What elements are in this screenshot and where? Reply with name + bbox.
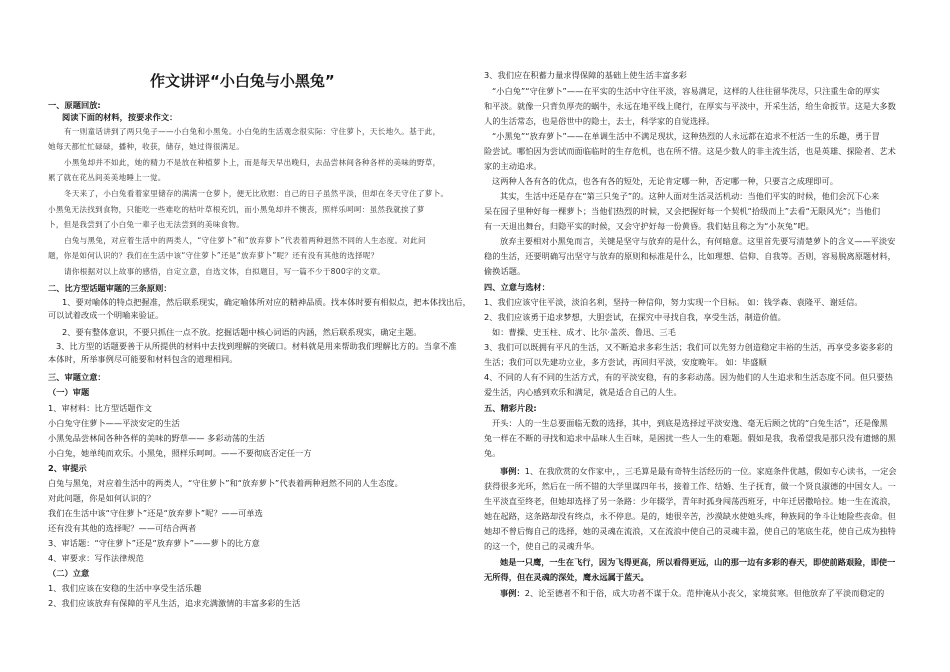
story-line: 小黑兔却并不如此，她的精力不是放在种植萝卜上，而是每天早出晚归，去品尝林间各种各样的美味的野草， — [64, 158, 441, 167]
selection-line: 2、我们应该勇于追求梦想，大胆尝试，在探究中寻找自我，享受生活，制造价值。 — [484, 312, 786, 322]
analysis-line: 呆在园子里种好每一棵萝卜；当他们热烈的时候，又会把握好每一个契机“拾级而上”去看“无限风光”；当他们 — [484, 206, 881, 216]
story-line: 题，你是如何认识的？我们在生活中该“守住萝卜”还是“放弃萝卜”呢？还有没有其他的选择呢？ — [48, 251, 379, 260]
idea-line: 2、我们应该放弃有保障的平凡生活，追求充满激情的丰富多彩的生活 — [48, 598, 301, 608]
analysis-line: 人的生活常态，也是俗世中的隐士，去士，科学家的自觉选择。 — [484, 116, 715, 126]
example-line: 生平淡直至终老，但她却选择了另一条路：少年辍学，青年时孤身闯荡西班牙，中年迁居撒哈拉。她一生在流浪， — [484, 496, 896, 506]
rule-line: 1、要对喻体的特点把握准，然后联系现实，确定喻体所对应的精神品质。找本体时要有相似点，把本体找出后， — [62, 297, 471, 307]
rule-line: 可以试着改成一个明喻来验证。 — [48, 310, 164, 320]
example-text: 2、论至德者不和于俗，成大功者不谋于众。范仲淹从小丧父，家境贫寒。但他放弃了平淡而稳定的 — [524, 588, 885, 598]
analysis-line: 偷换话题。 — [484, 266, 526, 276]
example-line: 的这一个，使自己的灵魂升华。 — [484, 541, 600, 551]
review-line: 白兔与黑兔，对应着生活中的两类人，“守住萝卜”和“放弃萝卜”代表着两种迥然不同的人生态度。 — [48, 478, 403, 488]
opening-line: 开头：人的一生总要面临无数的选择，其中，到底是选择过平淡安逸、毫无后顾之忧的“白兔生活”，还是像黑 — [492, 418, 888, 428]
example-line: 她在起路，这条路却没有终点，永不停息。是的，她很辛苦，沙漠缺水使她头疼，种族间的争斗让她险些丧命。但 — [484, 511, 896, 521]
review-item-1: 1、审材料：比方型话题作文 — [48, 403, 153, 413]
example-label: 事例： — [500, 588, 525, 598]
selection-line: 4、不同的人有不同的生活方式，有的平淡安稳，有的多彩动荡。因为他们的人生追求和生活态度不同。但只要热 — [484, 372, 893, 382]
quote-line: 她是一只鹰，一生在飞行，因为飞得更高，所以看得更远，山的那一边有多彩的春天，即使前路艰险，即使一 — [500, 557, 896, 567]
idea-line: 1、我们应该在安稳的生活中享受生活乐趣 — [48, 583, 202, 593]
selection-line: 爱生活，内心感到欢乐和满足，就是适合自己的人生。 — [484, 387, 682, 397]
review-line: 小白兔，她单纯而欢乐。小黑兔，照样乐呵呵。——不要彻底否定任一方 — [48, 448, 312, 458]
review-line: 我们在生活中该“守住萝卜”还是“放弃萝卜”呢？——可单选 — [48, 508, 263, 518]
story-line: 累了就在花丛间美美地睡上一觉。 — [48, 173, 166, 182]
section-heading-2: 二、比方型话题审题的三条原则： — [48, 283, 172, 293]
review-item-2: 2、审提示 — [48, 463, 87, 473]
subsection-heading: （二）立意 — [48, 568, 90, 578]
selection-line: 如：曹操、史玉柱、成才、比尔·盖茨、鲁迅、三毛 — [492, 327, 676, 337]
selection-line: 3、我们可以既拥有平凡的生活，又不断追求多彩生活；我们可以先努力创造稳定丰裕的生活，再享受多姿多彩的 — [484, 342, 893, 352]
example-label: 事例： — [500, 466, 525, 476]
section-heading-5: 五、精彩片段: — [484, 403, 537, 413]
review-line: 对此问题，你是如何认识的？ — [48, 493, 156, 503]
story-line: 冬天来了，小白兔看着家里储存的满满一仓萝卜，便无比欣慰：自己的日子虽然平淡，但却在冬天守住了萝卜。 — [64, 189, 449, 198]
story-line: 小黑兔无法找到食物，只能吃一些难吃的枯叶草根充饥，而小黑兔却并不懊丧，照样乐呵呵：虽然我就挨了萝 — [48, 205, 425, 214]
example-text: 1、在我欣赏的女作家中，，三毛算是最有奇特生活经历的一位。家庭条件优越，假如专心读书，一定会 — [524, 466, 897, 476]
analysis-line: 放弃主要相对小黑兔而言，关键是坚守与放弃的是什么，有何暗意。这里首先要写清楚萝卜的含义——平淡安 — [500, 236, 896, 246]
opening-line: 兔。 — [484, 448, 501, 458]
analysis-line: “小白兔”“守住萝卜”——在平实的生活中守住平淡，容易满足，这样的人往往留华洗尽，只注重生命的厚实 — [492, 86, 880, 96]
subsection-heading: （一）审题 — [48, 387, 90, 397]
example-line: 获得很多光环，然后在一所不错的大学里谋四年书，接着工作、结婚、生子抚育，做一个贤良淑德的中国女人。一 — [484, 481, 896, 491]
analysis-line: 和平淡。就像一只背负厚壳的蜗牛，永远在地平线上爬行，在厚实与平淡中，开采生活，给生命扳节。这是大多数 — [484, 101, 896, 111]
section-subheading: 阅读下面的材料，按要求作文： — [62, 112, 178, 122]
page-title: 作文讲评“小白兔与小黑兔” — [150, 72, 335, 90]
section-heading-3: 三、审题立意： — [48, 372, 106, 382]
story-line: 有一则童话讲到了两只兔子——小白兔和小黑兔。小白兔的生活观念很实际：守住萝卜，天长地久。基于此， — [64, 127, 441, 136]
analysis-line: 稳的生活，还要明确写出坚守与放弃的原则和标准是什么，比如理想、信仰、自我等。否则，容易脱离原题材料， — [484, 251, 896, 261]
opening-line: 兔一样在不断的寻找和追求中品味人生百味，是困扰一些人一生的难题。假如是我，我希望我是那只没有遗憾的黑 — [484, 433, 896, 443]
section-heading-1: 一、原题回放: — [48, 100, 101, 110]
review-item-4: 4、审要求：写作法律规范 — [48, 553, 144, 563]
analysis-line: “小黑兔”“放弃萝卜”——在单调生活中不满足现状，这种热烈的人永远都在追求不枉活一生的乐趣，勇于冒 — [492, 131, 880, 141]
section-heading-4: 四、立意与选材： — [484, 282, 550, 292]
review-line: 小黑兔品尝林间各种各样的美味的野草—— 多彩动荡的生活 — [48, 433, 265, 443]
story-line: 她每天都忙忙碌碌，播种，收获，储存，她过得很满足。 — [48, 142, 245, 151]
example-line — [500, 588, 884, 599]
rule-line: 2、要有整体意识，不要只抓住一点不放。挖掘话题中核心词语的内涵，然后联系现实，确定主题。 — [62, 327, 422, 337]
example-line — [500, 466, 897, 477]
analysis-line: 有一天退出舞台，归隐平实的时候，又会守护好每一份黄昏。我们姑且称之为“小灰兔”吧。 — [484, 221, 814, 231]
review-line: 小白兔守住萝卜——平淡安定的生活 — [48, 418, 180, 428]
quote-line: 无所得，但在灵魂的深处，鹰永远属于蓝天。 — [484, 572, 649, 582]
story-line: 请你根据对以上故事的感悟，自定立意，自选文体，自拟题目，写一篇不少于800字的文章。 — [64, 267, 386, 276]
review-item-3: 3、审话题：“守住萝卜”还是“放弃萝卜”——萝卜的比方意 — [48, 538, 260, 548]
analysis-line: 这两种人各有各的优点，也各有各的短处，无论肯定哪一种，否定哪一种，只要言之成理即可。 — [492, 176, 838, 186]
analysis-line: 其实，生活中还是存在“第三只兔子”的。这种人面对生活灵活机动：当他们平实的时候，他们会沉下心来 — [500, 191, 880, 201]
selection-line: 生活；我们可以先建功立业，多方尝试，再回归平淡，安度晚年。 如：毕盛顺 — [484, 357, 767, 367]
story-line: 白兔与黑兔，对应着生活中的两类人，“守住萝卜”和“放弃萝卜”代表着两种迥然不同的人生态度。对此问 — [64, 236, 426, 245]
idea-line: 3、我们应在积蓄力量求得保障的基础上使生活丰富多彩 — [484, 70, 687, 80]
analysis-line: 险尝试。哪怕因为尝试而面临临时的生存危机，也在所不惜。这是少数人的非主流生活，也是英雄、探险者、艺术 — [484, 146, 896, 156]
example-line: 她却不曾后悔自己的选择，她的灵魂在流浪，又在流浪中使自己的灵魂丰盈，使自己的笔底生花，使自己成为独特 — [484, 526, 896, 536]
rule-line: 本体时，所举事例尽可能要和材料包含的道理相同。 — [48, 354, 238, 364]
selection-line: 1、我们应该守住平淡，淡泊名利，坚持一种信仰，努力实现一个目标。 如：钱学森、袁隆平、谢廷信。 — [484, 297, 863, 307]
analysis-line: 家的主动追求。 — [484, 161, 542, 171]
rule-line: 3、比方型的话题要善于从所提供的材料中去找到理解的突破口。材料就是用来帮助我们理解比方的。当拿不准 — [56, 341, 457, 351]
review-line: 还有没有其他的选择呢？——可结合两者 — [48, 523, 197, 533]
story-line: 卜，但是我尝到了小白兔一辈子也无法尝到的美味食物。 — [48, 220, 245, 229]
